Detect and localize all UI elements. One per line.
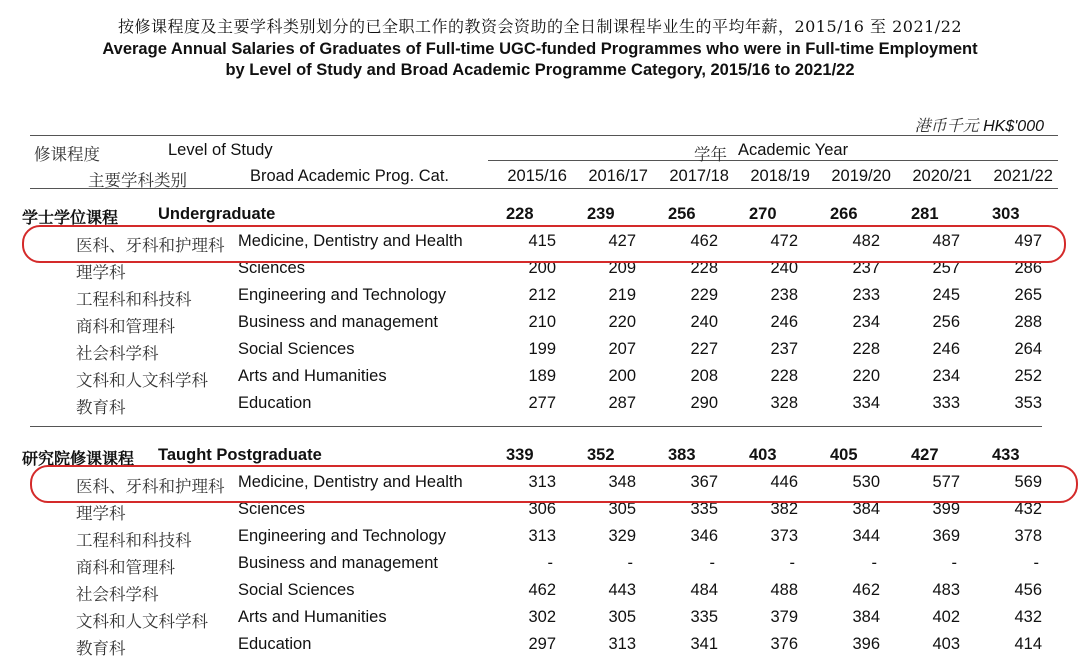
section-zh: 研究院修课课程 [22,449,135,468]
salary-cell: 446 [770,473,798,491]
salary-cell: 229 [690,286,718,304]
salary-cell: - [789,554,795,572]
category-zh: 文科和人文科学科 [76,612,208,631]
salary-cell: 219 [608,286,636,304]
section-divider-rule [30,426,1042,427]
salary-cell: 240 [690,313,718,331]
category-zh: 医科、牙科和护理科 [76,236,225,255]
unit-label [915,113,1044,136]
section-total: 427 [911,446,939,464]
salary-cell: 227 [690,340,718,358]
salary-cell: 346 [690,527,718,545]
category-en: Business and management [238,313,438,331]
salary-cell: 497 [1014,232,1042,250]
salary-cell: 286 [1014,259,1042,277]
salary-cell: 472 [770,232,798,250]
salary-cell: 237 [770,340,798,358]
salary-cell: - [709,554,715,572]
category-en: Engineering and Technology [238,286,446,304]
section-total: 383 [668,446,696,464]
category-en: Social Sciences [238,340,355,358]
salary-cell: 348 [608,473,636,491]
table-row [0,367,1080,393]
category-zh: 教育科 [76,398,126,417]
salary-cell: - [1033,554,1039,572]
salary-cell: 228 [690,259,718,277]
salary-cell: 246 [770,313,798,331]
salary-cell: 212 [528,286,556,304]
category-zh: 商科和管理科 [76,317,175,336]
salary-cell: 378 [1014,527,1042,545]
section-total: 239 [587,205,615,223]
salary-cell: 402 [932,608,960,626]
table-row [0,313,1080,339]
salary-cell: 288 [1014,313,1042,331]
salary-cell: 462 [852,581,880,599]
salary-cell: 399 [932,500,960,518]
salary-cell: 382 [770,500,798,518]
salary-cell: 237 [852,259,880,277]
section-total: 270 [749,205,777,223]
salary-cell: 376 [770,635,798,653]
salary-cell: 462 [528,581,556,599]
salary-cell: 488 [770,581,798,599]
year-header-5: 2020/21 [912,167,972,185]
salary-cell: 432 [1014,500,1042,518]
salary-cell: 313 [528,527,556,545]
salary-cell: 306 [528,500,556,518]
section-total: 433 [992,446,1020,464]
category-en: Arts and Humanities [238,367,387,385]
salary-cell: 484 [690,581,718,599]
category-zh: 社会科学科 [76,585,159,604]
salary-cell: 335 [690,608,718,626]
table-row [0,635,1080,661]
salary-cell: 302 [528,608,556,626]
salary-cell: 207 [608,340,636,358]
category-zh: 理学科 [76,263,126,282]
salary-cell: 297 [528,635,556,653]
salary-cell: 234 [852,313,880,331]
section-total: 405 [830,446,858,464]
title-english-line-2: by Level of Study and Broad Academic Programme Category, 2015/16 to 2021/22 [225,61,855,79]
section-total: 228 [506,205,534,223]
salary-cell: 443 [608,581,636,599]
category-en: Sciences [238,500,305,518]
header-year-en: Academic Year [738,141,849,159]
header-category-en: Broad Academic Prog. Cat. [250,167,450,185]
salary-cell: 456 [1014,581,1042,599]
salary-cell: 200 [608,367,636,385]
salary-cell: 427 [608,232,636,250]
table-top-rule [30,135,1058,136]
salary-cell: 482 [852,232,880,250]
category-en: Medicine, Dentistry and Health [238,473,463,491]
salary-cell: 530 [852,473,880,491]
salary-cell: 200 [528,259,556,277]
category-zh: 医科、牙科和护理科 [76,477,225,496]
category-en: Education [238,635,312,653]
salary-cell: 341 [690,635,718,653]
header-level-en: Level of Study [168,141,273,159]
category-en: Education [238,394,312,412]
salary-cell: 228 [852,340,880,358]
salary-cell: 264 [1014,340,1042,358]
table-row [0,340,1080,366]
salary-cell: 220 [852,367,880,385]
salary-cell: 252 [1014,367,1042,385]
salary-cell: 415 [528,232,556,250]
table-row [0,394,1080,420]
section-total: 403 [749,446,777,464]
salary-cell: - [871,554,877,572]
salary-cell: 483 [932,581,960,599]
salary-cell: - [547,554,553,572]
salary-cell: 199 [528,340,556,358]
year-header-6: 2021/22 [993,167,1053,185]
unit-en: HK$'000 [983,118,1044,135]
category-en: Social Sciences [238,581,355,599]
category-en: Medicine, Dentistry and Health [238,232,463,250]
salary-cell: 414 [1014,635,1042,653]
salary-cell: 353 [1014,394,1042,412]
table-row [0,500,1080,526]
salary-cell: 313 [528,473,556,491]
salary-cell: 369 [932,527,960,545]
highlight-ellipse-undergrad-medicine [22,225,1066,263]
category-zh: 工程科和科技科 [76,531,192,550]
year-header-2: 2017/18 [669,167,729,185]
year-header-rule [488,160,1058,161]
salary-cell: 384 [852,608,880,626]
salary-cell: 384 [852,500,880,518]
category-zh: 工程科和科技科 [76,290,192,309]
salary-cell: 305 [608,608,636,626]
salary-cell: 367 [690,473,718,491]
salary-cell: 333 [932,394,960,412]
section-total: 303 [992,205,1020,223]
category-en: Sciences [238,259,305,277]
salary-cell: 403 [932,635,960,653]
category-zh: 教育科 [76,639,126,658]
salary-cell: 313 [608,635,636,653]
salary-cell: 569 [1014,473,1042,491]
section-total: 281 [911,205,939,223]
header-year-zh: 学年 [694,145,727,164]
highlight-ellipse-postgrad-medicine [30,465,1078,503]
salary-cell: 277 [528,394,556,412]
section-total: 266 [830,205,858,223]
year-header-1: 2016/17 [588,167,648,185]
category-zh: 社会科学科 [76,344,159,363]
salary-cell: 228 [770,367,798,385]
salary-cell: - [627,554,633,572]
table-row [0,554,1080,580]
salary-cell: 257 [932,259,960,277]
table-row [0,608,1080,634]
year-header-3: 2018/19 [750,167,810,185]
salary-cell: 208 [690,367,718,385]
table-row [0,527,1080,553]
salary-cell: 210 [528,313,556,331]
section-total: 352 [587,446,615,464]
year-header-4: 2019/20 [831,167,891,185]
section-en: Taught Postgraduate [158,446,322,464]
title-chinese: 按修课程度及主要学科类别划分的已全职工作的教资会资助的全日制课程毕业生的平均年薪，2015/16 至 2021/22 [117,17,963,36]
salary-cell: 344 [852,527,880,545]
salary-cell: 487 [932,232,960,250]
title-english-line-1: Average Annual Salaries of Graduates of Full-time UGC-funded Programmes who were in Full-time Employment [102,40,978,58]
salary-cell: 334 [852,394,880,412]
salary-cell: 238 [770,286,798,304]
salary-cell: 577 [932,473,960,491]
salary-cell: 209 [608,259,636,277]
salary-cell: 287 [608,394,636,412]
salary-cell: 396 [852,635,880,653]
category-en: Engineering and Technology [238,527,446,545]
salary-cell: - [951,554,957,572]
salary-cell: 240 [770,259,798,277]
category-en: Business and management [238,554,438,572]
salary-cell: 432 [1014,608,1042,626]
salary-cell: 328 [770,394,798,412]
table-row [0,286,1080,312]
salary-cell: 233 [852,286,880,304]
salary-cell: 246 [932,340,960,358]
salary-cell: 189 [528,367,556,385]
section-zh: 学士学位课程 [22,208,119,227]
salary-cell: 373 [770,527,798,545]
salary-cell: 379 [770,608,798,626]
salary-cell: 290 [690,394,718,412]
table-row [0,581,1080,607]
header-category-zh: 主要学科类别 [88,171,187,190]
section-total: 256 [668,205,696,223]
category-zh: 文科和人文科学科 [76,371,208,390]
salary-cell: 256 [932,313,960,331]
salary-cell: 234 [932,367,960,385]
salary-cell: 462 [690,232,718,250]
salary-cell: 329 [608,527,636,545]
salary-cell: 245 [932,286,960,304]
category-en: Arts and Humanities [238,608,387,626]
year-header-0: 2015/16 [507,167,567,185]
header-level-zh: 修课程度 [34,145,100,164]
salary-cell: 335 [690,500,718,518]
category-zh: 理学科 [76,504,126,523]
section-en: Undergraduate [158,205,276,223]
salary-cell: 305 [608,500,636,518]
category-zh: 商科和管理科 [76,558,175,577]
salary-cell: 220 [608,313,636,331]
section-total: 339 [506,446,534,464]
unit-zh: 港币千元 [914,116,979,135]
salary-cell: 265 [1014,286,1042,304]
